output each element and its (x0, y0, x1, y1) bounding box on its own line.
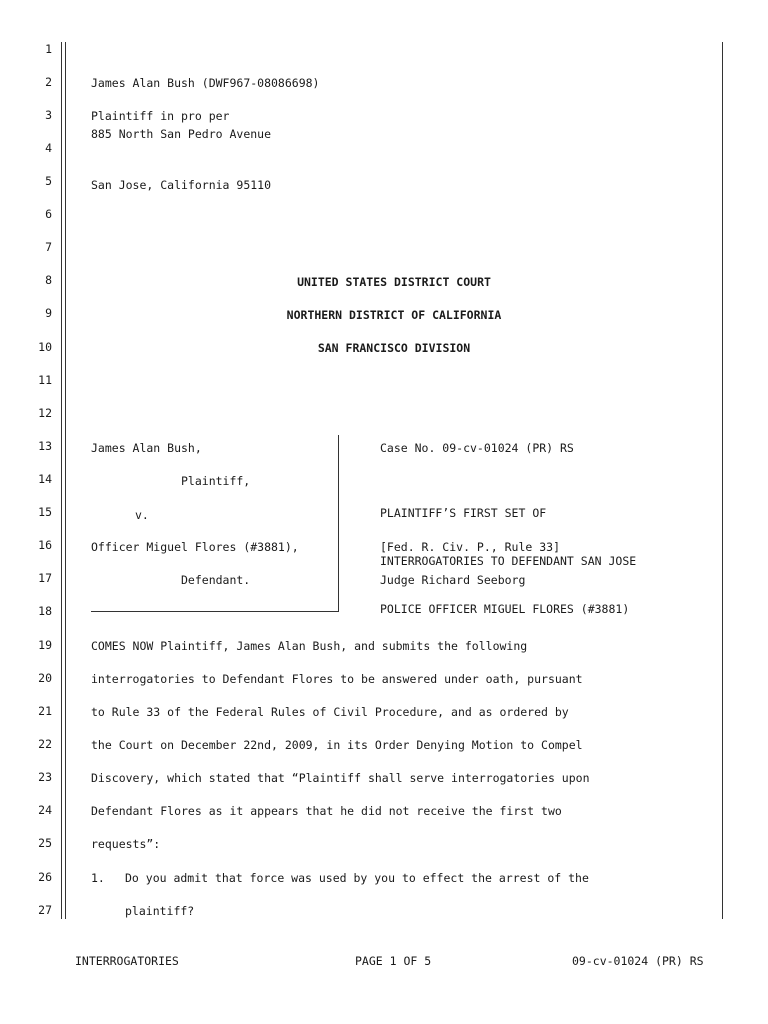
line-number: 1 (45, 42, 52, 56)
body-line: Defendant Flores as it appears that he did not receive the first two (91, 804, 562, 818)
case-number: Case No. 09-cv-01024 (PR) RS (380, 441, 574, 455)
line-number: 15 (38, 505, 52, 519)
line-number: 16 (38, 538, 52, 552)
body-line: to Rule 33 of the Federal Rules of Civil Procedure, and as ordered by (91, 705, 569, 719)
line-number: 26 (38, 870, 52, 884)
line-number: 19 (38, 638, 52, 652)
body-line: Discovery, which stated that “Plaintiff shall serve interrogatories upon (91, 771, 590, 785)
line-number: 5 (45, 174, 52, 188)
footer-page: PAGE 1 OF 5 (355, 954, 432, 968)
line-number: 8 (45, 273, 52, 287)
interrogatory-number: 1. (91, 871, 105, 885)
body-line: interrogatories to Defendant Flores to be answered under oath, pursuant (91, 672, 583, 686)
document-title-line: PLAINTIFF’S FIRST SET OF (380, 506, 547, 520)
caption-vertical-rule (338, 435, 339, 612)
line-number: 3 (45, 108, 52, 122)
body-line: COMES NOW Plaintiff, James Alan Bush, and submits the following (91, 639, 528, 653)
line-number: 7 (45, 240, 52, 254)
line-number: 17 (38, 571, 52, 585)
document-title-line: INTERROGATORIES TO DEFENDANT SAN JOSE (380, 554, 637, 568)
interrogatory-text-continued: plaintiff? (125, 904, 195, 918)
line-number: 23 (38, 770, 52, 784)
line-number: 4 (45, 141, 52, 155)
caption-versus: v. (135, 508, 149, 522)
body-line: requests”: (91, 837, 161, 851)
line-number: 21 (38, 704, 52, 718)
line-number: 6 (45, 207, 52, 221)
line-number: 12 (38, 406, 52, 420)
party-address-block (91, 41, 319, 228)
line-number: 18 (38, 604, 52, 618)
caption-defendant-name: Officer Miguel Flores (#3881), (91, 540, 299, 554)
left-margin-rule-outer (61, 42, 62, 919)
line-number: 10 (38, 340, 52, 354)
line-number: 14 (38, 472, 52, 486)
interrogatory-text: Do you admit that force was used by you to effect the arrest of the (125, 871, 589, 885)
left-margin-rule-inner (65, 42, 66, 919)
line-number: 27 (38, 903, 52, 917)
caption-plaintiff-name: James Alan Bush, (91, 441, 202, 455)
court-division: SAN FRANCISCO DIVISION (317, 341, 471, 355)
court-name: UNITED STATES DISTRICT COURT (297, 275, 491, 289)
rule-citation: [Fed. R. Civ. P., Rule 33] (380, 540, 561, 554)
line-number: 9 (45, 306, 52, 320)
caption-plaintiff-role: Plaintiff, (181, 474, 251, 488)
line-number: 22 (38, 737, 52, 751)
document-title (380, 473, 636, 649)
judge-name: Judge Richard Seeborg (380, 573, 526, 587)
court-district: NORTHERN DISTRICT OF CALIFORNIA (286, 308, 502, 322)
line-number: 2 (45, 75, 52, 89)
caption-bottom-rule (91, 611, 339, 612)
caption-defendant-role: Defendant. (181, 573, 251, 587)
party-role: Plaintiff in pro per (91, 109, 230, 123)
line-number: 11 (38, 373, 52, 387)
party-street-line: 885 North San Pedro Avenue (91, 127, 272, 141)
footer-left: INTERROGATORIES (75, 954, 179, 968)
party-city-line: San Jose, California 95110 (91, 178, 272, 192)
line-number: 24 (38, 803, 52, 817)
line-number: 25 (38, 836, 52, 850)
body-line: the Court on December 22nd, 2009, in its Order Denying Motion to Compel (91, 738, 583, 752)
right-margin-rule (722, 42, 723, 919)
party-name-line: James Alan Bush (DWF967-08086698) (91, 76, 320, 90)
line-number: 20 (38, 671, 52, 685)
footer-case-number: 09-cv-01024 (PR) RS (572, 954, 704, 968)
document-title-line: POLICE OFFICER MIGUEL FLORES (#3881) (380, 602, 630, 616)
line-number: 13 (38, 439, 52, 453)
